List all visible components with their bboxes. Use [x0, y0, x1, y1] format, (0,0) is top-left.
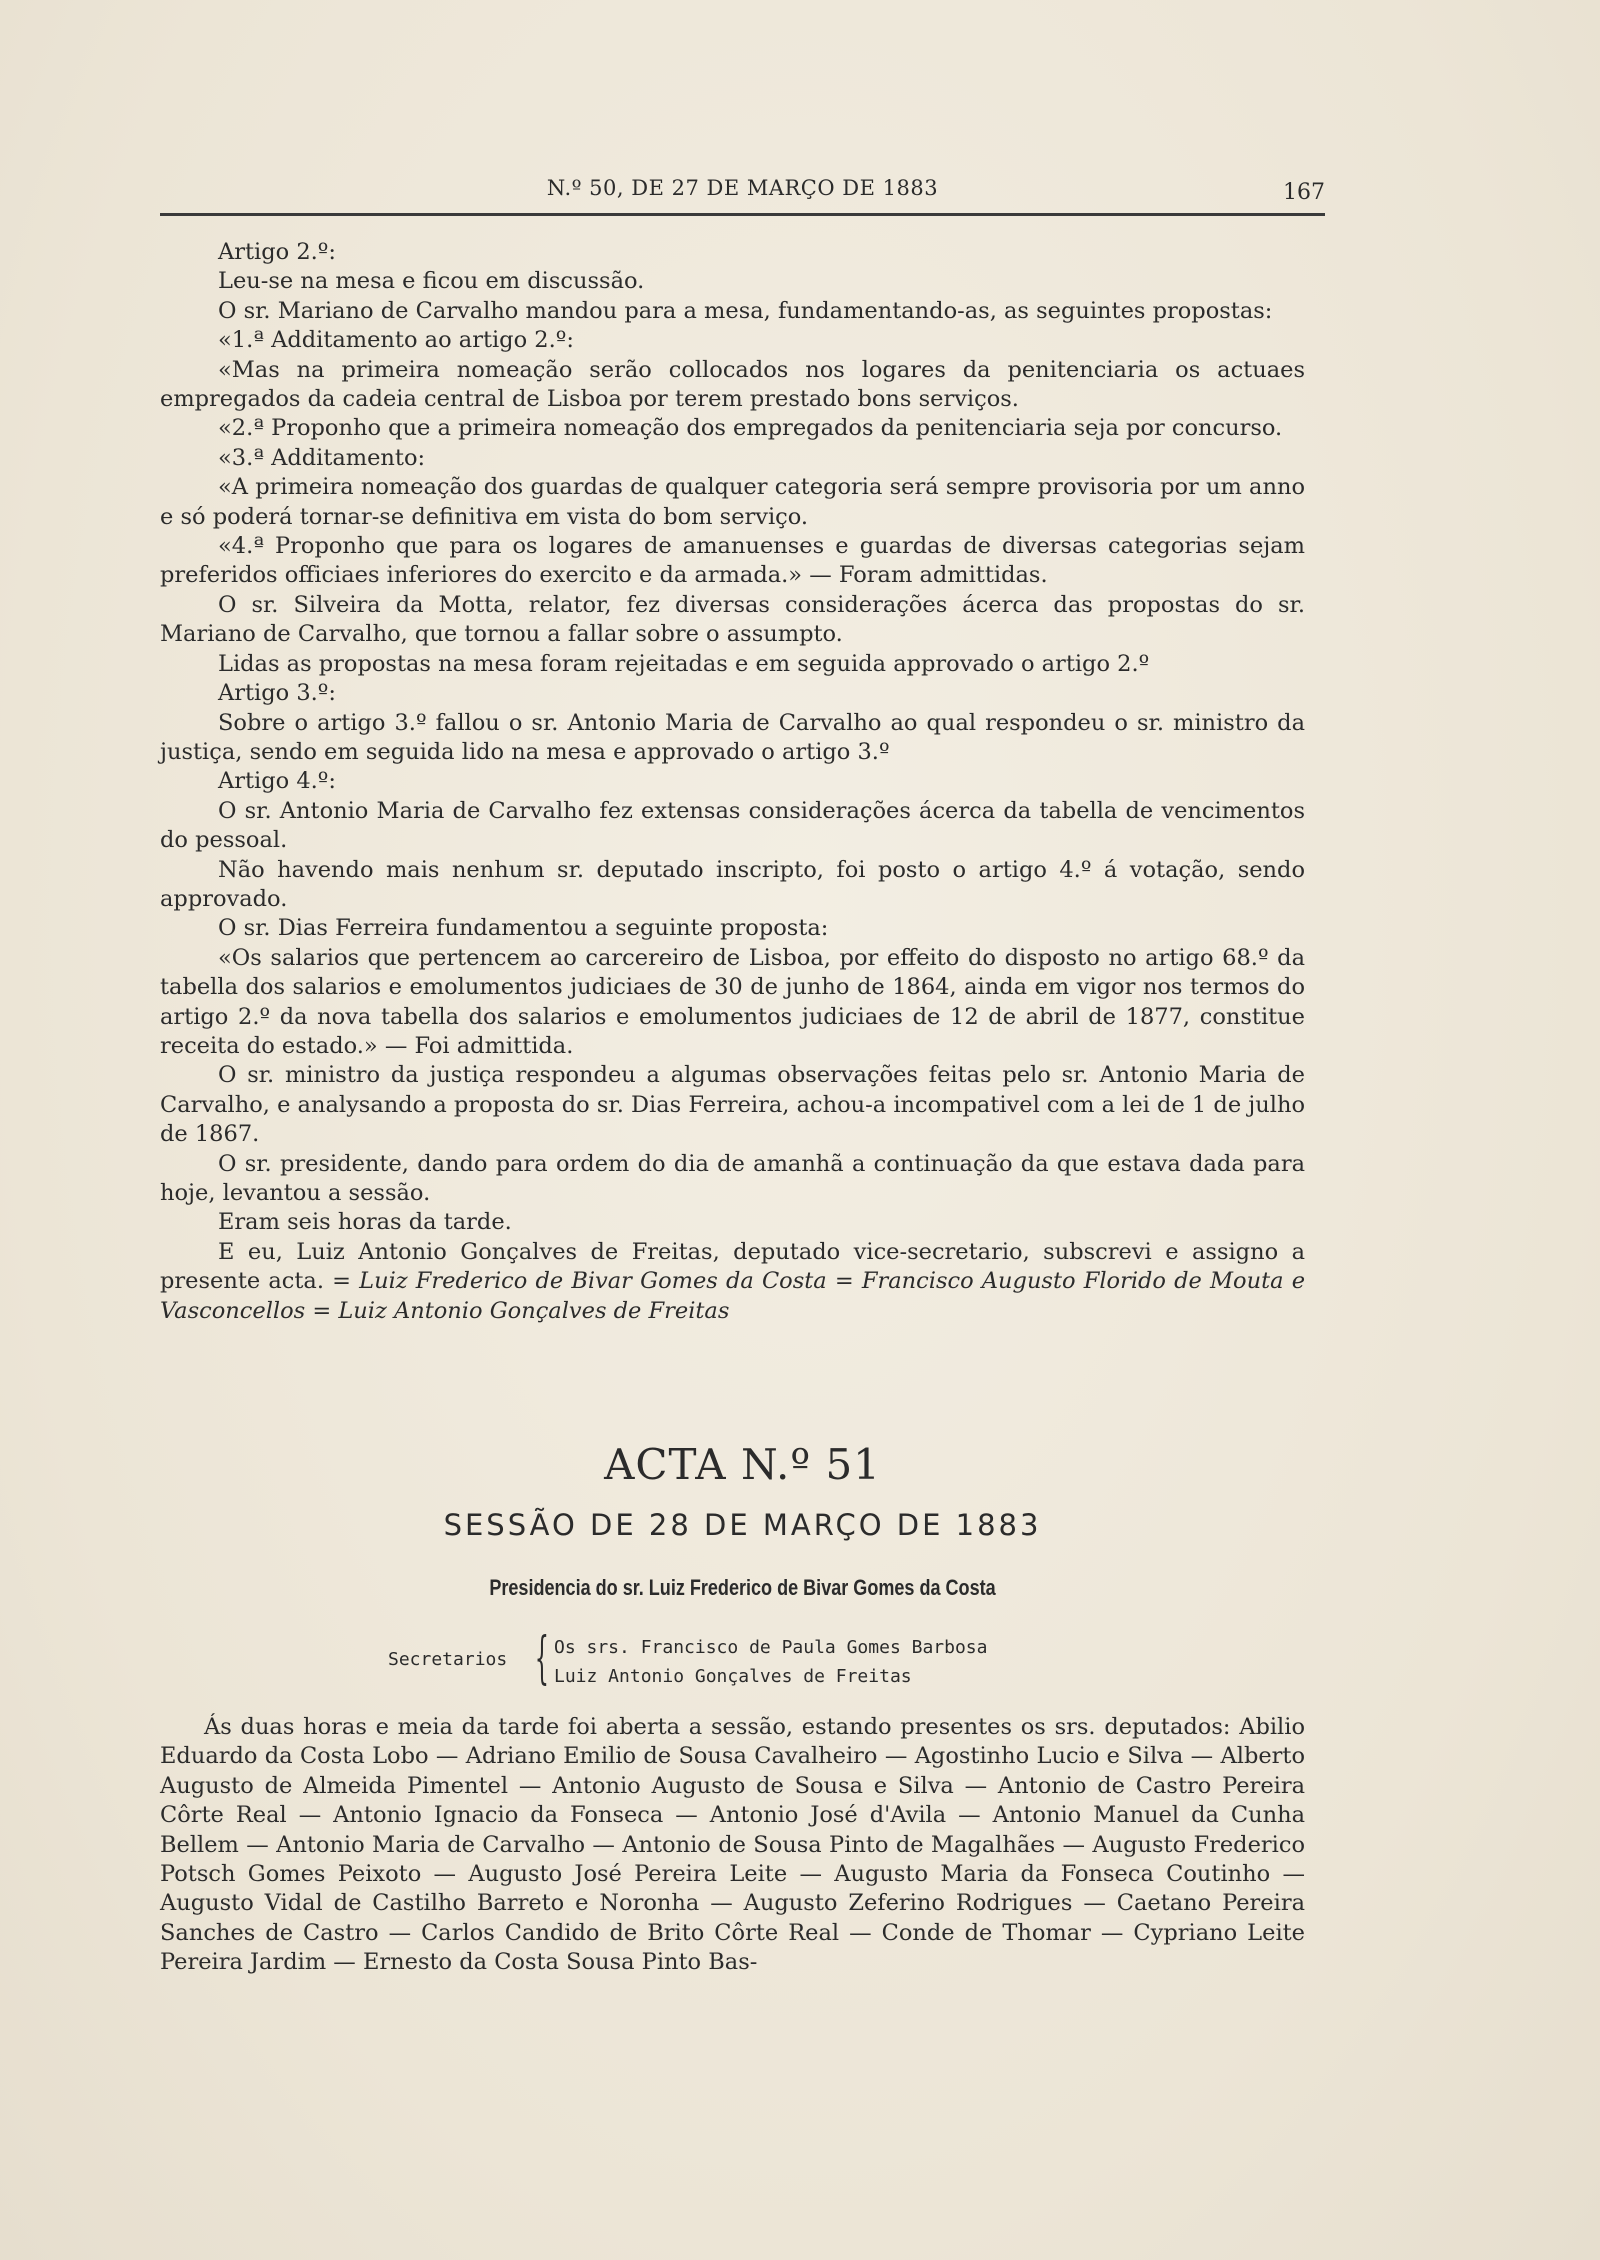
paragraph: Eram seis horas da tarde. [218, 1209, 512, 1236]
header-rule [160, 213, 1325, 216]
paragraph: Lidas as propostas na mesa foram rejeitadas e em seguida approvado o artigo 2.º [218, 650, 1150, 677]
secretaries-names [554, 1633, 987, 1691]
attendance-paragraph: Ás duas horas e meia da tarde foi aberta a sessão, estando presentes os srs. deputados: Abilio Eduardo da Costa Lobo — Adriano Emilio de Sousa Cavalheiro — Agostinho Lucio e Silva — Alberto Augusto de Almeida Pimentel — Antonio Augusto de Sousa e Silva — Antonio de Castro Pereira Côrte Real — Antonio Ignacio da Fonseca — Antonio José d'Avila — Antonio Manuel da Cunha Bellem — Antonio Maria de Carvalho — Antonio de Sousa Pinto de Magalhães — Augusto Frederico Potsch Gomes Peixoto — Augusto José Pereira Leite — Augusto Maria da Fonseca Coutinho — Augusto Vidal de Castilho Barreto e Noronha — Augusto Zeferino Rodrigues — Caetano Pereira Sanches de Castro — Carlos Candido de Brito Côrte Real — Conde de Thomar — Cypriano Leite Pereira Jardim — Ernesto da Costa Sousa Pinto Bas- [160, 1714, 1305, 1976]
paragraph: «1.ª Additamento ao artigo 2.º: [218, 327, 574, 354]
secretary-name: Os srs. Francisco de Paula Gomes Barbosa [554, 1637, 988, 1658]
session-title: SESSÃO DE 28 DE MARÇO DE 1883 [443, 1508, 1042, 1542]
paragraph: Não havendo mais nenhum sr. deputado inscripto, foi posto o artigo 4.º á votação, sendo approvado. [160, 856, 1305, 912]
signatures: Luiz Frederico de Bivar Gomes da Costa = Francisco Augusto Florido de Mouta e Vasconcellos = Luiz Antonio Gonçalves de Freitas [160, 1268, 1306, 1324]
paragraph: O sr. presidente, dando para ordem do dia de amanhã a continuação da que estava dada para hoje, levantou a sessão. [160, 1150, 1305, 1206]
page-number: 167 [1283, 180, 1325, 205]
paragraph: O sr. Dias Ferreira fundamentou a seguinte proposta: [218, 915, 829, 942]
paragraph: «A primeira nomeação dos guardas de qualquer categoria será sempre provisoria por um anno e só poderá tornar-se definitiva em vista do bom serviço. [160, 474, 1305, 530]
secretaries-label: Secretarios [388, 1649, 508, 1670]
paragraph: O sr. Antonio Maria de Carvalho fez extensas considerações ácerca da tabella de vencimentos do pessoal. [160, 797, 1305, 854]
paragraph: Artigo 2.º: [218, 239, 336, 265]
paragraph: Leu-se na mesa e ficou em discussão. [218, 268, 645, 295]
closing-text: E eu, Luiz Antonio Gonçalves de Freitas, deputado vice-secretario, subscrevi e assigno a presente acta. = [160, 1238, 1305, 1295]
paragraph: «Mas na primeira nomeação serão collocados nos logares da penitenciaria os actuaes empregados da cadeia central de Lisboa por terem prestado bons serviços. [160, 356, 1305, 413]
presidency-line: Presidencia do sr. Luiz Frederico de Bivar Gomes da Costa [489, 1575, 996, 1600]
session-50-minutes [160, 238, 1305, 1326]
paragraph: «Os salarios que pertencem ao carcereiro de Lisboa, por effeito do disposto no artigo 68.º da tabella dos salarios e emolumentos judiciaes de 30 de junho de 1864, ainda em vigor nos termos do artigo 2.º da nova tabella dos salarios e emolumentos judiciaes de 12 de abril de 1877, constitue receita do estado.» — Foi admittida. [160, 944, 1305, 1059]
paragraph: Artigo 4.º: [218, 768, 336, 795]
paragraph: «2.ª Proponho que a primeira nomeação dos empregados da penitenciaria seja por concurso. [218, 415, 1283, 442]
brace-glyph: { [534, 1626, 549, 1691]
closing-paragraph [160, 1238, 1305, 1326]
paragraph: «4.ª Proponho que para os logares de amanuenses e guardas de diversas categorias sejam preferidos officiaes inferiores do exercito e da armada.» — Foram admittidas. [160, 533, 1305, 589]
running-title: N.º 50, DE 27 DE MARÇO DE 1883 [546, 176, 939, 200]
paragraph: «3.ª Additamento: [218, 444, 426, 471]
attendance-paragraph-block [160, 1713, 1305, 1978]
secretary-name: Luiz Antonio Gonçalves de Freitas [554, 1666, 912, 1687]
paragraph: O sr. Mariano de Carvalho mandou para a mesa, fundamentando-as, as seguintes propostas: [218, 297, 1273, 324]
paragraph: Sobre o artigo 3.º fallou o sr. Antonio Maria de Carvalho ao qual respondeu o sr. ministro da justiça, sendo em seguida lido na mesa e approvado o artigo 3.º [160, 709, 1305, 765]
acta-title: ACTA N.º 51 [604, 1440, 881, 1489]
paragraph: Artigo 3.º: [218, 680, 336, 707]
paragraph: O sr. ministro da justiça respondeu a algumas observações feitas pelo sr. Antonio Maria de Carvalho, e analysando a proposta do sr. Dias Ferreira, achou-a incompativel com a lei de 1 de julho de 1867. [160, 1062, 1305, 1148]
paragraph: O sr. Silveira da Motta, relator, fez diversas considerações ácerca das propostas do sr. Mariano de Carvalho, que tornou a fallar sobre o assumpto. [160, 591, 1305, 648]
secretaries-block [388, 1626, 1148, 1693]
page-header [160, 170, 1325, 210]
